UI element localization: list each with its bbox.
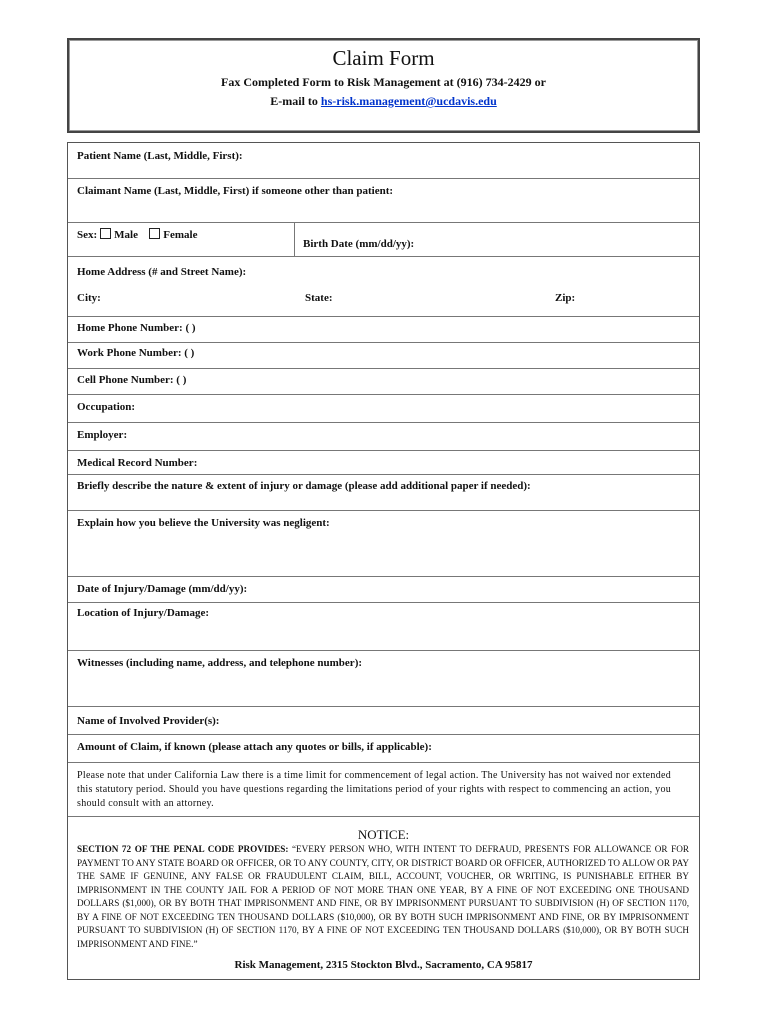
injury-description-field[interactable]: Briefly describe the nature & extent of injury or damage (please add additional paper if needed): <box>68 475 699 511</box>
sex-birth-row: Sex: Male Female Birth Date (mm/dd/yy): <box>68 223 699 257</box>
form-header <box>67 38 700 133</box>
statute-notice: Please note that under California Law there is a time limit for commencement of legal action. The University has not waived nor extended this statutory period. Should you have questions regarding the limitations period of your rights with respect to commencing an action, you should consult with an attorney. <box>68 763 699 817</box>
city-field[interactable]: City: <box>77 292 101 304</box>
penal-code-text: SECTION 72 OF THE PENAL CODE PROVIDES: “EVERY PERSON WHO, WITH INTENT TO DEFRAUD, PRESENTS FOR ALLOWANCE OR FOR PAYMENT TO ANY STATE BOARD OR OFFICER, OR TO ANY COUNTY, CITY, OR DISTRICT BOARD OR OFFICER, AUTHORIZED TO ALLOW OR PAY THE SAME IF GENUINE, ANY FALSE OR FRAUDULENT CLAIM, BILL, ACCOUNT, VOUCHER, OR WRITING, IS PUNISHABLE EITHER BY IMPRISONMENT IN THE COUNTY JAIL FOR A PERIOD OF NOT MORE THAN ONE YEAR, BY A FINE OF NOT EXCEEDING ONE THOUSAND DOLLARS ($1,000), OR BY BOTH THAT IMPRISONMENT AND FINE, OR BY IMPRISONMENT PURSUANT TO SUBDIVISION (H) OF SECTION 1170, BY A FINE OF NOT EXCEEDING TEN THOUSAND DOLLARS ($10,000), OR BY BOTH SUCH IMPRISONMENT AND FINE, OR BY IMPRISONMENT PURSUANT TO SUBDIVISION (H) OF SECTION 1170, BY A FINE OF NOT EXCEEDING TEN THOUSAND DOLLARS ($10,000), OR BY BOTH SUCH IMPRISONMENT AND FINE.” <box>77 844 689 949</box>
female-checkbox[interactable] <box>149 228 160 239</box>
male-checkbox[interactable] <box>100 228 111 239</box>
divider <box>294 223 295 256</box>
email-instructions: E-mail to hs-risk.management@ucdavis.edu <box>270 94 497 108</box>
negligence-field[interactable]: Explain how you believe the University was negligent: <box>68 511 699 577</box>
zip-field[interactable]: Zip: <box>555 292 576 304</box>
claimant-name-field[interactable]: Claimant Name (Last, Middle, First) if someone other than patient: <box>68 179 699 223</box>
email-link[interactable]: hs-risk.management@ucdavis.edu <box>320 94 497 108</box>
home-address-field[interactable]: Home Address (# and Street Name): <box>77 266 247 278</box>
occupation-field[interactable]: Occupation: <box>68 395 699 423</box>
date-of-injury-field[interactable]: Date of Injury/Damage (mm/dd/yy): <box>68 577 699 603</box>
provider-field[interactable]: Name of Involved Provider(s): <box>68 707 699 735</box>
notice-heading: NOTICE: <box>357 827 410 842</box>
city-state-zip-row <box>68 285 699 317</box>
witnesses-field[interactable]: Witnesses (including name, address, and telephone number): <box>68 651 699 707</box>
footer-address: Risk Management, 2315 Stockton Blvd., Sacramento, CA 95817 <box>234 959 533 971</box>
birth-date-field[interactable]: Birth Date (mm/dd/yy): <box>303 238 415 250</box>
medical-record-field[interactable]: Medical Record Number: <box>68 451 699 475</box>
amount-field[interactable]: Amount of Claim, if known (please attach any quotes or bills, if applicable): <box>68 735 699 763</box>
cell-phone-field[interactable]: Cell Phone Number: ( ) <box>68 369 699 395</box>
claim-form <box>67 142 700 980</box>
employer-field[interactable]: Employer: <box>68 423 699 451</box>
state-field[interactable]: State: <box>305 292 333 304</box>
work-phone-field[interactable]: Work Phone Number: ( ) <box>68 343 699 369</box>
patient-name-field[interactable]: Patient Name (Last, Middle, First): <box>68 143 699 179</box>
home-phone-field[interactable]: Home Phone Number: ( ) <box>68 317 699 343</box>
penal-notice <box>68 817 699 979</box>
location-field[interactable]: Location of Injury/Damage: <box>68 603 699 651</box>
fax-instructions: Fax Completed Form to Risk Management at (916) 734-2429 or <box>221 75 546 89</box>
form-title: Claim Form <box>332 46 435 70</box>
